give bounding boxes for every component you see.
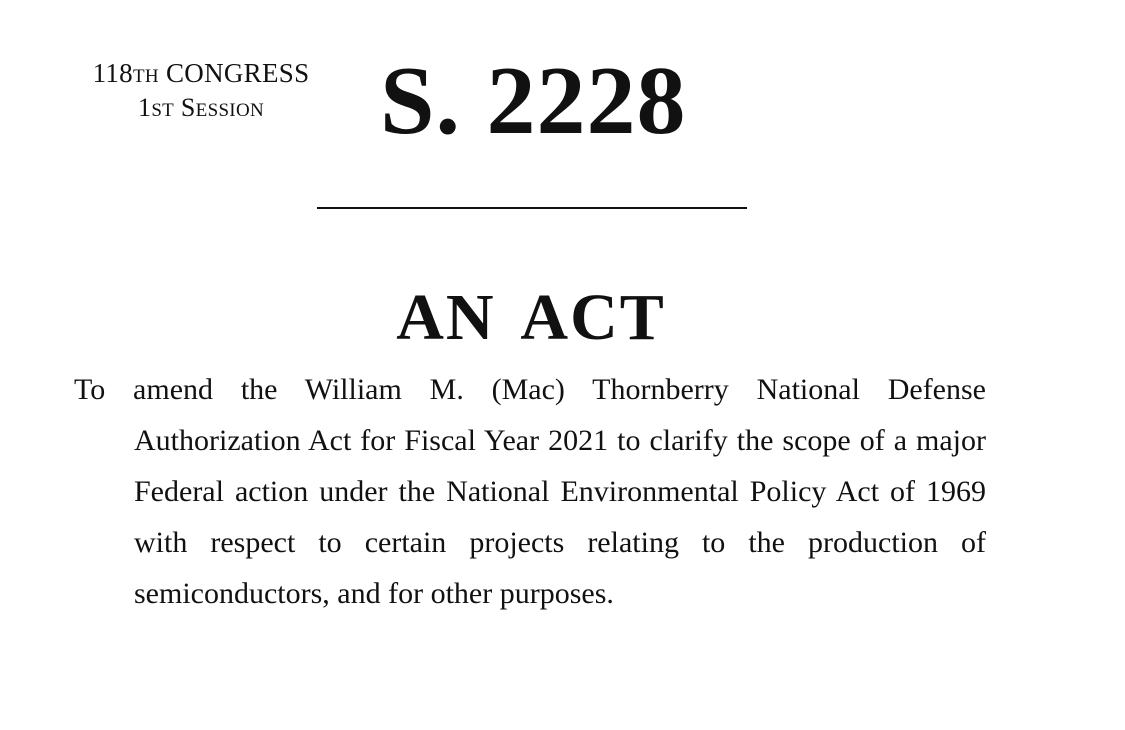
title-divider bbox=[317, 207, 747, 209]
congress-word: CONGRESS bbox=[165, 58, 310, 88]
session-line bbox=[70, 92, 332, 126]
bill-number: S. 2228 bbox=[380, 47, 687, 155]
congress-number: 118 bbox=[92, 58, 133, 88]
session-ordinal-suffix: ST bbox=[151, 100, 175, 121]
long-title-paragraph: To amend the William M. (Mac) Thornberry National Defense Authorization Act for Fiscal Year 2021 to clarify the scope of a major Federal action under the National Environmental Policy Act of 1969 with respect to certain projects relating to the production of semiconductors, and for other purposes. bbox=[74, 373, 986, 610]
congress-ordinal-suffix: TH bbox=[132, 66, 159, 87]
session-word-rest: ESSION bbox=[195, 100, 264, 121]
session-word-initial: S bbox=[180, 93, 196, 122]
congress-session-header bbox=[70, 58, 332, 126]
document-type-heading: AN ACT bbox=[396, 281, 666, 354]
session-number: 1 bbox=[138, 93, 152, 122]
congress-line bbox=[70, 58, 332, 92]
